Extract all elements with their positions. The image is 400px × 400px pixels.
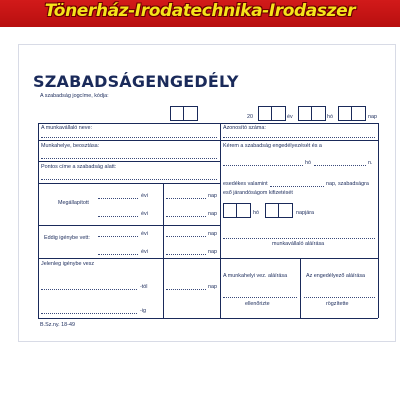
year-digit-box[interactable]	[271, 106, 286, 121]
approver-signature-label: Az engedélyező aláírása	[306, 273, 366, 279]
id-label: Azonosító száma:	[223, 125, 266, 131]
year-unit-label: évi	[141, 231, 148, 237]
store-banner-title: Tönerház-Irodatechnika-Irodaszer	[44, 1, 356, 21]
form-title: SZABADSÁGENGEDÉLY	[33, 72, 239, 91]
from-suffix: -tól	[140, 284, 148, 290]
table-left-line	[38, 123, 39, 318]
request-day-unit: n.	[368, 160, 373, 166]
year-prefix: 20	[247, 114, 253, 120]
employee-signature-label: munkavállaló aláírása	[272, 241, 325, 247]
form-subtitle: A szabadság jogcíme, kódja:	[40, 93, 109, 99]
row-separator	[38, 258, 220, 259]
year-unit: év	[287, 114, 293, 120]
determined-day-field-1[interactable]	[166, 198, 206, 199]
month-digit-box[interactable]	[311, 106, 326, 121]
row-separator	[38, 225, 220, 226]
year-unit-label: évi	[141, 193, 148, 199]
payout-month-box[interactable]	[236, 203, 251, 218]
address-label: Pontos címe a szabadság alatt:	[41, 164, 117, 170]
code-box[interactable]	[183, 106, 198, 121]
address-field[interactable]	[41, 179, 217, 180]
manager-signature-line[interactable]	[223, 297, 297, 298]
payout-month-unit: hó	[253, 210, 259, 216]
used-year-field-2[interactable]	[98, 254, 138, 255]
store-banner	[0, 0, 400, 27]
day-unit-label: nap	[208, 231, 217, 237]
day-unit-label: nap	[208, 211, 217, 217]
year-unit-label: évi	[141, 249, 148, 255]
request-date-field[interactable]	[223, 165, 303, 166]
from-date-field[interactable]	[41, 289, 137, 290]
current-day-field[interactable]	[166, 289, 206, 290]
form-code: B.Sz.ny. 18-49	[40, 322, 75, 328]
request-month-unit: hó	[305, 160, 311, 166]
request-day-field[interactable]	[314, 165, 366, 166]
day-unit-label: nap	[208, 193, 217, 199]
determined-day-field-2[interactable]	[166, 216, 206, 217]
employee-name-field[interactable]	[41, 137, 217, 138]
determined-year-field-2[interactable]	[98, 216, 138, 217]
used-label: Eddig igénybe vett:	[44, 235, 90, 241]
row-separator	[220, 140, 378, 141]
id-field[interactable]	[223, 137, 375, 138]
recorded-label: rögzítette	[326, 301, 349, 307]
signature-divider	[300, 258, 301, 318]
table-right-line	[378, 123, 379, 318]
month-unit: hó	[327, 114, 333, 120]
day-unit: nap	[368, 114, 377, 120]
used-day-field-2[interactable]	[166, 254, 206, 255]
to-suffix: -ig	[140, 308, 146, 314]
workplace-label: Munkahelye, beosztása:	[41, 143, 100, 149]
row-separator	[38, 161, 220, 162]
payout-day-unit: napjára	[296, 210, 314, 216]
used-year-field-1[interactable]	[98, 236, 138, 237]
day-unit-label: nap	[208, 284, 217, 290]
year-unit-label: évi	[141, 211, 148, 217]
workplace-field[interactable]	[41, 158, 217, 159]
current-label: Jelenleg igénybe vesz	[41, 261, 95, 267]
table-center-line	[220, 123, 221, 318]
approver-signature-line[interactable]	[304, 297, 375, 298]
day-unit-label: nap	[208, 249, 217, 255]
checked-label: ellenőrizte	[245, 301, 270, 307]
row-separator	[38, 140, 220, 141]
row-separator	[220, 258, 378, 259]
row-separator	[38, 183, 220, 184]
due-text-3: eső járandóságom kifizetését	[223, 190, 293, 196]
day-digit-box[interactable]	[351, 106, 366, 121]
table-bottom-line	[38, 318, 378, 319]
to-date-field[interactable]	[41, 313, 137, 314]
due-amount-field[interactable]	[270, 186, 324, 187]
table-top-line	[38, 123, 378, 124]
payout-day-box[interactable]	[278, 203, 293, 218]
due-text-2: nap, szabadságra	[326, 181, 369, 187]
nap-column-line	[163, 183, 164, 318]
employee-signature-line[interactable]	[223, 238, 375, 239]
request-text: Kérem a szabadság engedélyezését és a	[223, 143, 322, 149]
determined-label: Megállapított	[58, 200, 89, 206]
manager-signature-label: A munkahelyi vez. aláírása	[223, 273, 288, 279]
employee-name-label: A munkavállaló neve:	[41, 125, 92, 131]
determined-year-field-1[interactable]	[98, 198, 138, 199]
due-text-1: esedékes valamint	[223, 181, 268, 187]
used-day-field-1[interactable]	[166, 236, 206, 237]
